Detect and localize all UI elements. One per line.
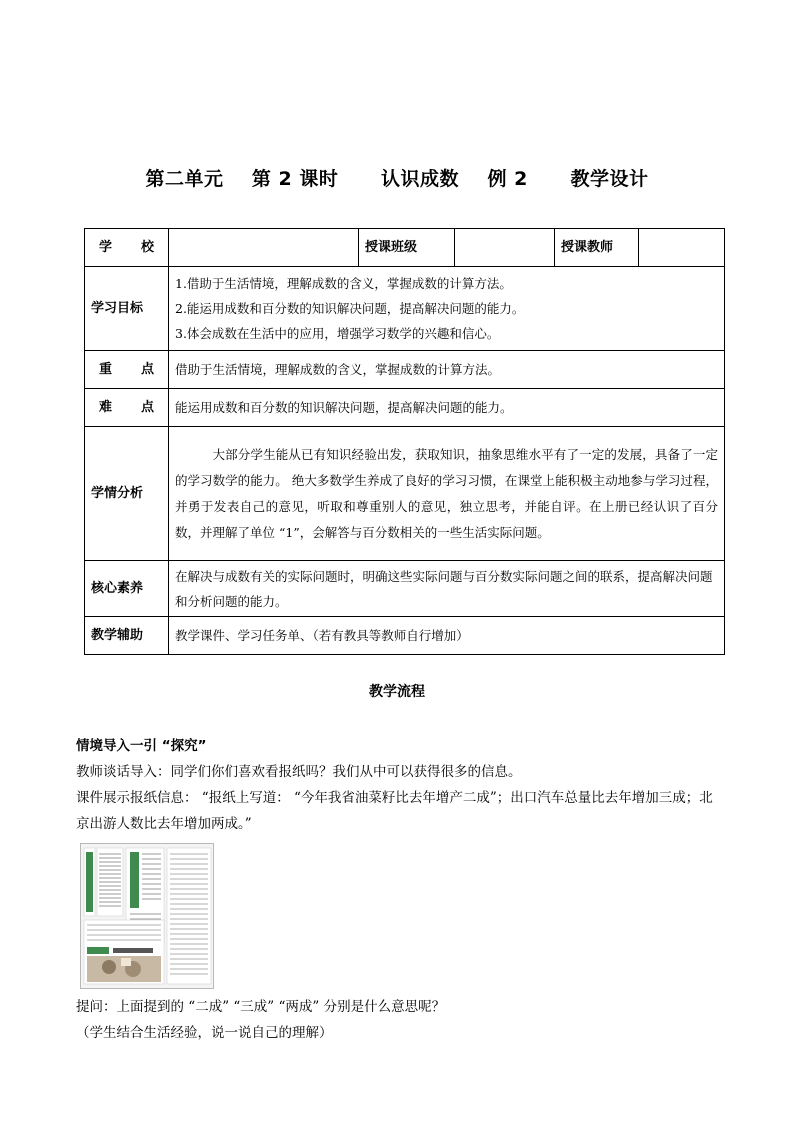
school-value: [169, 229, 359, 267]
newspaper-illustration: [81, 844, 213, 988]
key-point-value: 借助于生活情境，理解成数的含义，掌握成数的计算方法。: [169, 351, 725, 389]
aids-label: 教学辅助: [85, 617, 169, 655]
literacy-row: [85, 561, 725, 617]
lesson-info-table: [84, 228, 725, 655]
objective-item: 2.能运用成数和百分数的知识解决问题，提高解决问题的能力。: [175, 301, 525, 316]
analysis-label: 学情分析: [85, 427, 169, 561]
newspaper-image: [80, 843, 214, 989]
analysis-row: [85, 427, 725, 561]
teacher-label: 授课教师: [555, 229, 639, 267]
objectives-row: [85, 267, 725, 351]
school-row: [85, 229, 725, 267]
analysis-text: 大部分学生能从已有知识经验出发，获取知识，抽象思维水平有了一定的发展，具备了一定的学习数学的能力。 绝大多数学生养成了良好的学习习惯，在课堂上能积极主动地参与学习过程，并勇于发表自己的意见，听取和尊重别人的意见，独立思考，并能自评。在上册已经认识了百分数，并理解了单位 “1”，会解答与百分数相关的一些生活实际问题。: [175, 446, 718, 540]
teacher-value: [639, 229, 725, 267]
class-label: 授课班级: [359, 229, 455, 267]
objective-item: 3.体会成数在生活中的应用，增强学习数学的兴趣和信心。: [175, 326, 500, 341]
key-point-label: 重 点: [85, 351, 169, 389]
objectives-cell: [169, 267, 725, 351]
key-point-row: [85, 351, 725, 389]
difficulty-label: 难 点: [85, 389, 169, 427]
literacy-label: 核心素养: [85, 561, 169, 617]
aids-row: [85, 617, 725, 655]
school-label: 学 校: [85, 229, 169, 267]
objective-item: 1.借助于生活情境，理解成数的含义，掌握成数的计算方法。: [175, 276, 512, 291]
objectives-label: 学习目标: [85, 267, 169, 351]
difficulty-row: [85, 389, 725, 427]
section-title: 教学流程: [369, 684, 425, 700]
flow-heading: 情境导入一引 “探究”: [76, 738, 207, 754]
flow-question: 提问：上面提到的 “二成” “三成” “两成” 分别是什么意思呢？: [76, 999, 446, 1015]
flow-note: （学生结合生活经验，说一说自己的理解）: [76, 1025, 333, 1041]
difficulty-value: 能运用成数和百分数的知识解决问题，提高解决问题的能力。: [169, 389, 725, 427]
flow-paragraph: 教师谈话导入：同学们你们喜欢看报纸吗？我们从中可以获得很多的信息。: [76, 764, 522, 780]
aids-value: 教学课件、学习任务单、（若有教具等教师自行增加）: [169, 617, 725, 655]
flow-paragraph: 课件展示报纸信息： “报纸上写道： “今年我省油菜籽比去年增产二成”；出口汽车总量比去年增加三成；北京出游人数比去年增加两成。”: [76, 790, 713, 832]
analysis-cell: [169, 427, 725, 561]
literacy-value: 在解决与成数有关的实际问题时，明确这些实际问题与百分数实际问题之间的联系，提高解决问题和分析问题的能力。: [169, 561, 725, 617]
document-title: 第二单元 第 2 课时 认识成数 例 2 教学设计: [145, 168, 649, 190]
class-value: [455, 229, 555, 267]
